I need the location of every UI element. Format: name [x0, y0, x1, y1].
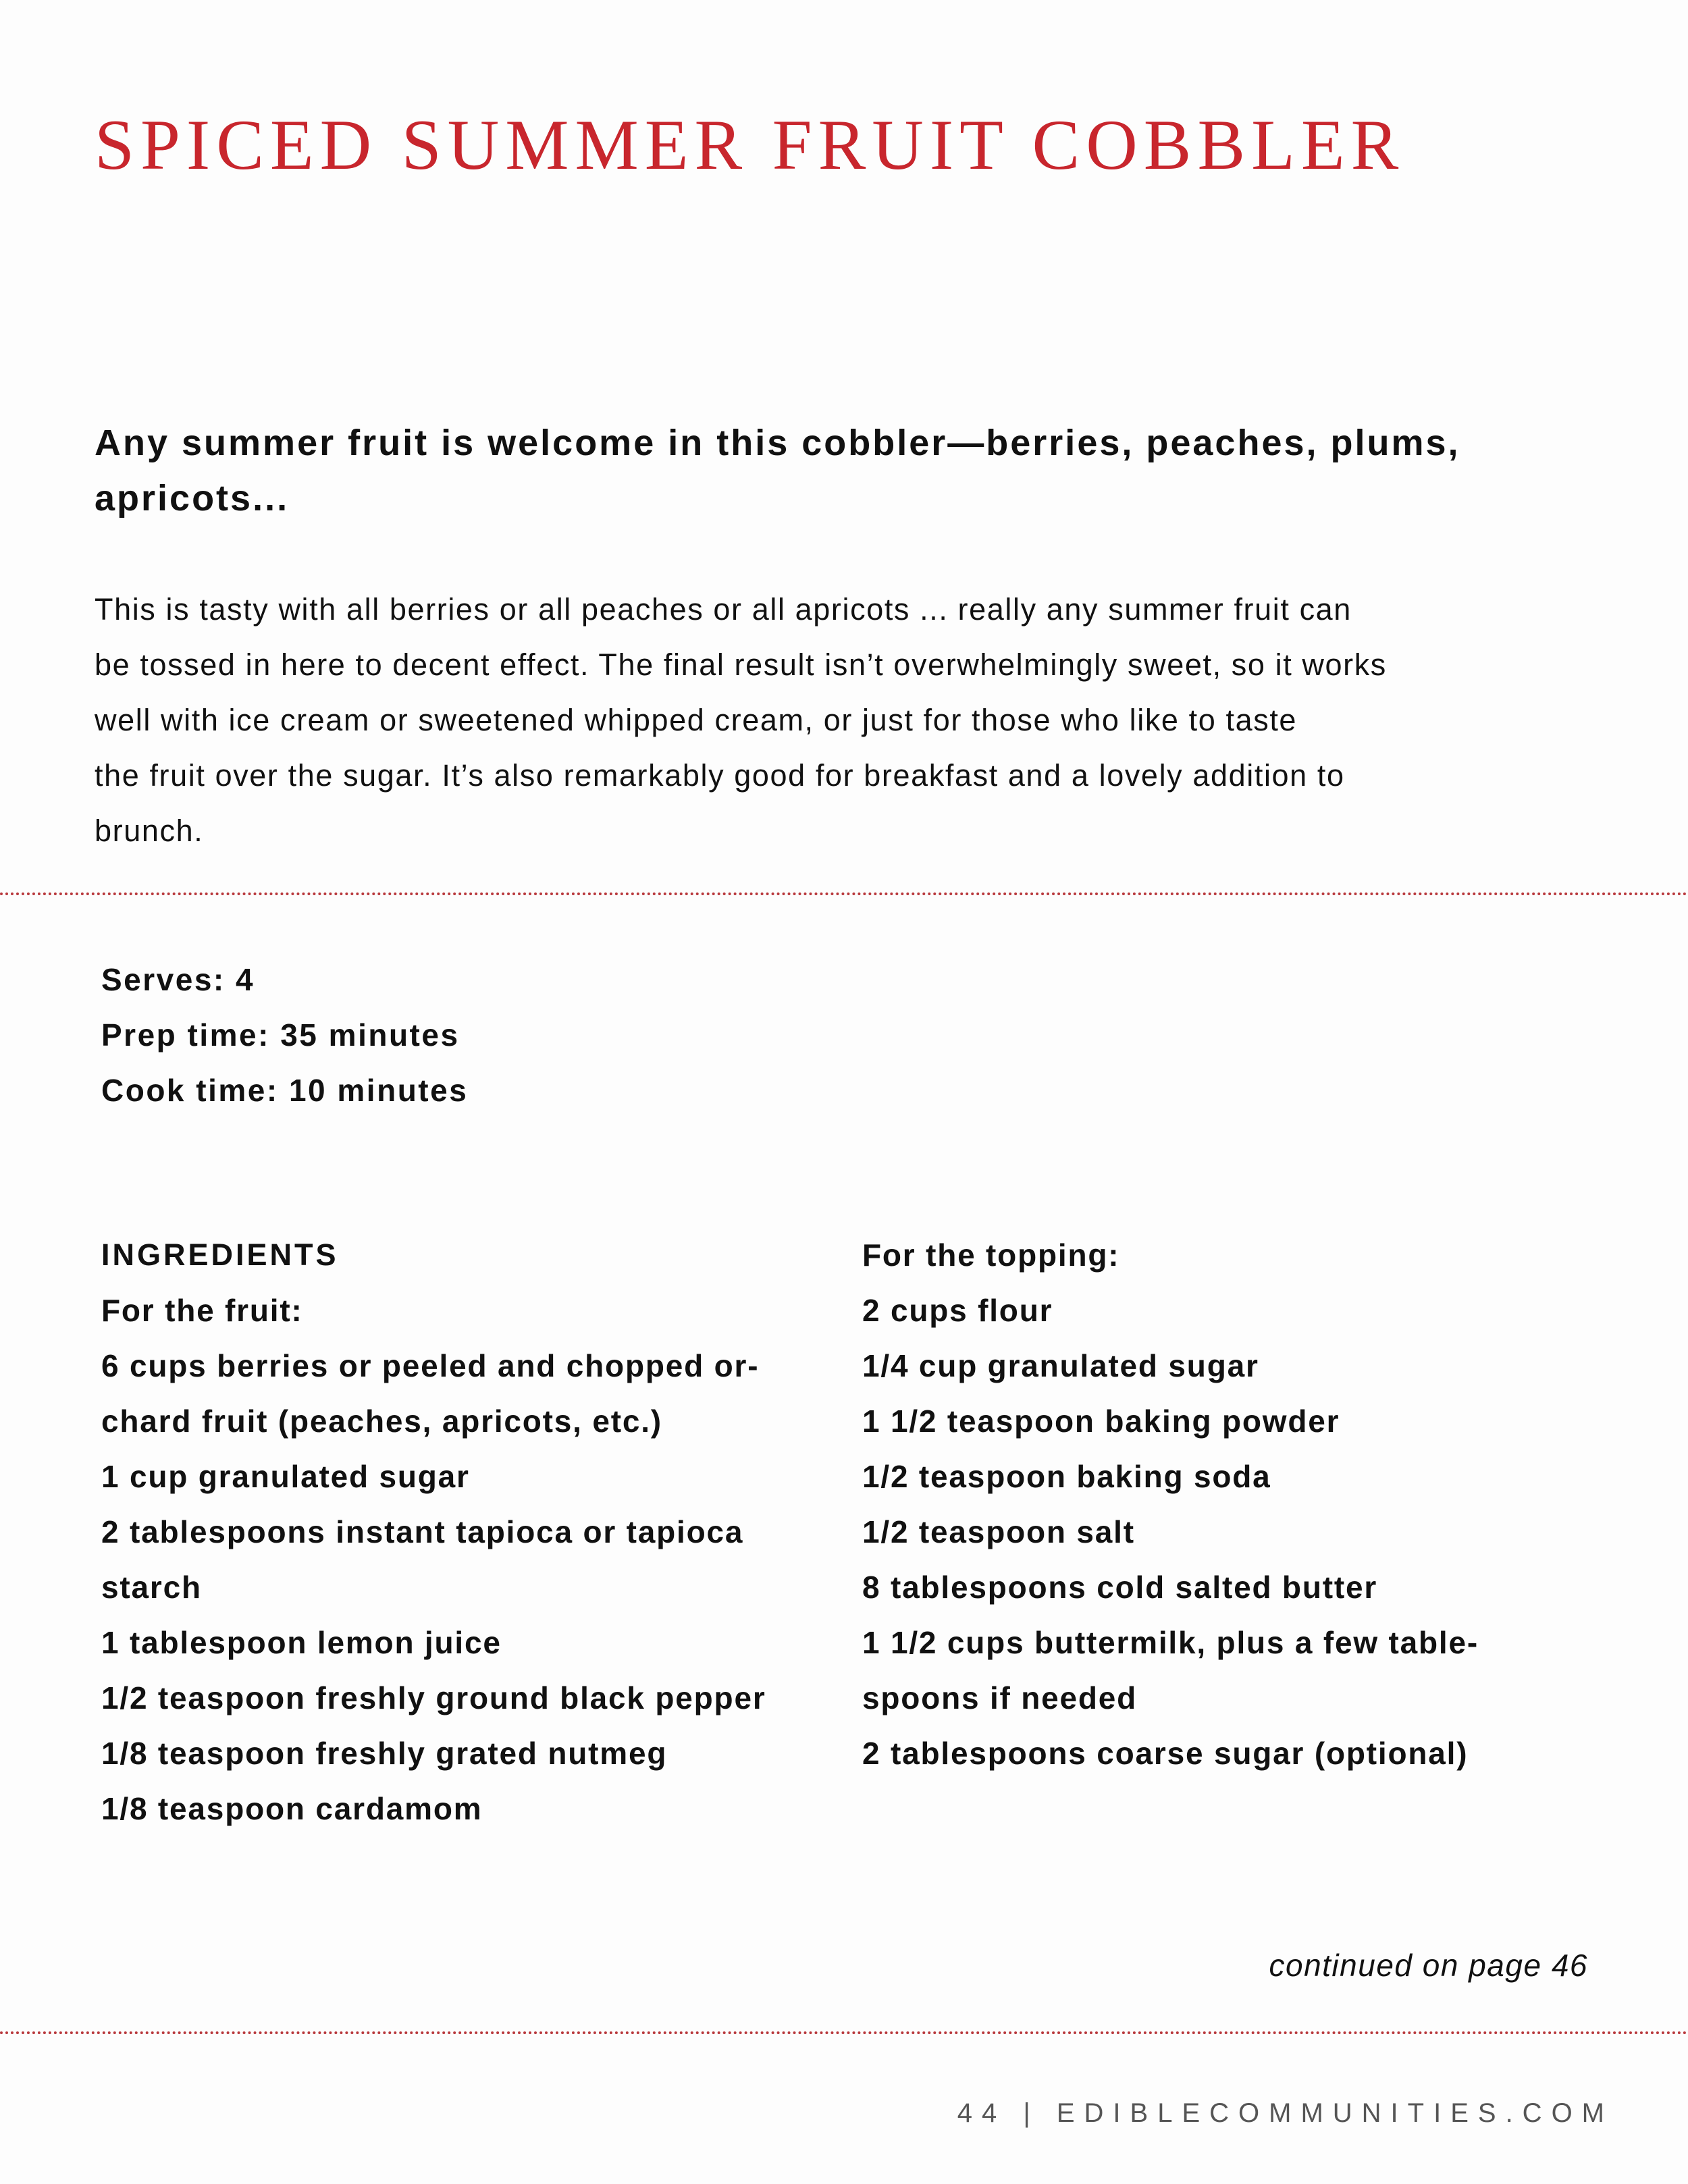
description-line: the fruit over the sugar. It’s also remarkably good for breakfast and a lovely addition to	[95, 758, 1345, 793]
ingredient-item: 2 tablespoons coarse sugar (optional)	[862, 1736, 1469, 1771]
lede-line: Any summer fruit is welcome in this cobbler—berries, peaches, plums,	[95, 423, 1460, 463]
description-line: be tossed in here to decent effect. The final result isn’t overwhelmingly sweet, so it works	[95, 647, 1387, 682]
continued-note: continued on page 46	[1269, 1948, 1588, 1983]
ingredient-item: 6 cups berries or peeled and chopped or-	[101, 1348, 760, 1383]
recipe-meta	[101, 952, 468, 1118]
ingredient-item: 1/2 teaspoon salt	[862, 1514, 1135, 1549]
recipe-description	[95, 582, 1620, 859]
fruit-heading: For the fruit:	[101, 1293, 303, 1328]
ingredient-item: 2 tablespoons instant tapioca or tapioca	[101, 1514, 744, 1549]
dotted-divider-top	[0, 893, 1688, 895]
ingredient-item: starch	[101, 1570, 202, 1605]
ingredients-topping-column	[862, 1227, 1591, 1781]
page-footer: 44 | EDIBLECOMMUNITIES.COM	[957, 2098, 1614, 2128]
recipe-lede	[95, 415, 1580, 526]
ingredient-item: spoons if needed	[862, 1680, 1138, 1715]
ingredient-item: 8 tablespoons cold salted butter	[862, 1570, 1378, 1605]
ingredient-item: chard fruit (peaches, apricots, etc.)	[101, 1404, 662, 1439]
ingredients-fruit-column	[101, 1227, 830, 1836]
recipe-title: SPICED SUMMER FRUIT COBBLER	[95, 105, 1405, 184]
ingredient-item: 1/8 teaspoon cardamom	[101, 1791, 483, 1826]
ingredient-item: 1/2 teaspoon baking soda	[862, 1459, 1271, 1494]
cook-time: Cook time: 10 minutes	[101, 1073, 469, 1108]
prep-time: Prep time: 35 minutes	[101, 1017, 460, 1053]
serves: Serves: 4	[101, 962, 255, 997]
dotted-divider-bottom	[0, 2031, 1688, 2034]
ingredient-item: 1 1/2 cups buttermilk, plus a few table-	[862, 1625, 1479, 1660]
topping-heading: For the topping:	[862, 1237, 1120, 1273]
ingredient-item: 1/2 teaspoon freshly ground black pepper	[101, 1680, 766, 1715]
lede-line: apricots...	[95, 478, 290, 518]
ingredient-item: 1/8 teaspoon freshly grated nutmeg	[101, 1736, 668, 1771]
ingredient-item: 2 cups flour	[862, 1293, 1053, 1328]
description-line: brunch.	[95, 814, 204, 848]
ingredients-heading: INGREDIENTS	[101, 1237, 339, 1272]
description-line: This is tasty with all berries or all peaches or all apricots ... really any summer fruit can	[95, 592, 1352, 627]
ingredient-item: 1/4 cup granulated sugar	[862, 1348, 1259, 1383]
ingredient-item: 1 cup granulated sugar	[101, 1459, 470, 1494]
ingredient-item: 1 1/2 teaspoon baking powder	[862, 1404, 1340, 1439]
description-line: well with ice cream or sweetened whipped cream, or just for those who like to taste	[95, 703, 1298, 737]
ingredient-item: 1 tablespoon lemon juice	[101, 1625, 502, 1660]
